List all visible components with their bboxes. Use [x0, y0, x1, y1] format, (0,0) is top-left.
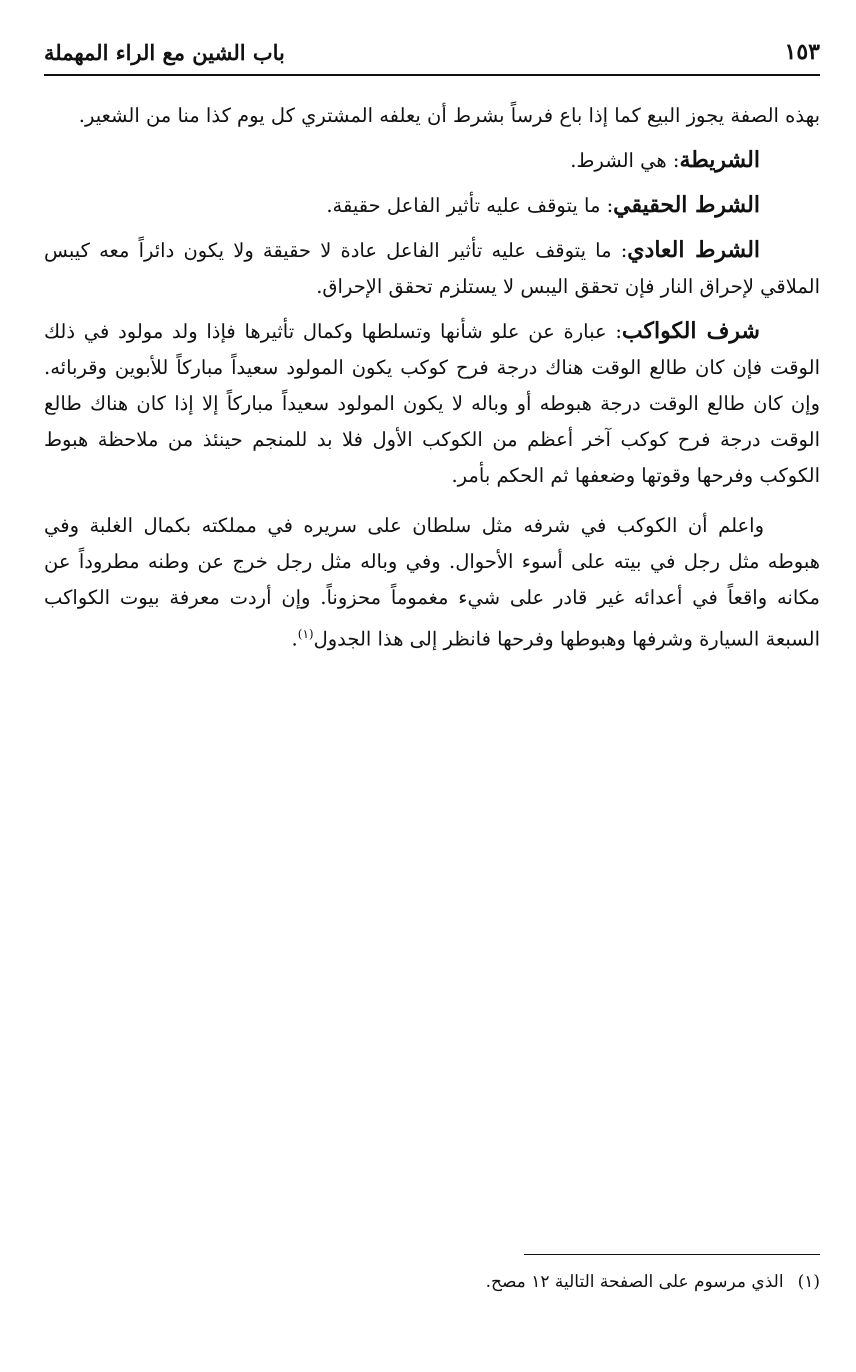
closing-text: واعلم أن الكوكب في شرفه مثل سلطان على سريره في مملكته بكمال الغلبة وفي هبوطه مثل رجل في بيته على أسوء الأحوال. وفي وباله مثل رجل خرج عن وطنه مطروداً عن مكانه واقعاً في أعدائه غير قادر على شيء مغموماً محزوناً. وإن أردت معرفة بيوت الكواكب السبعة السيارة وشرفها وهبوطها وفرحها فانظر إلى هذا الجدول: [44, 514, 820, 651]
footnote-divider: [524, 1254, 820, 1255]
footnote-text: الذي مرسوم على الصفحة التالية ١٢ مصح.: [485, 1272, 784, 1292]
page-number: ١٥٣: [784, 39, 820, 65]
entry-definition: : ما يتوقف عليه تأثير الفاعل حقيقة.: [326, 194, 614, 217]
entry-term: شرف الكواكب: [621, 318, 760, 344]
entry-term: الشريطة: [679, 147, 760, 173]
running-title: باب الشين مع الراء المهملة: [44, 39, 285, 65]
footnote: [486, 1268, 820, 1296]
entry-term: الشرط العادي: [627, 237, 761, 263]
entry-definition: : عبارة عن علو شأنها وتسلطها وكمال تأثيرها فإذا ولد مولود في ذلك الوقت فإن كان طالع الوقت هناك درجة فرح كوكب يكون المولود سعيداً مباركاً للأبوين وقربائه. وإن كان طالع الوقت درجة هبوطه أو وباله لا يكون المولود سعيداً مباركاً إلا إذا كان هناك طالع الوقت درجة فرح كوكب آخر أعظم من الكوكب الأول فلا بد للمنجم حينئذ من ملاحظة هبوط الكوكب وفرحها وقوتها وضعفها ثم الحكم بأمر.: [44, 320, 820, 487]
entry-real-condition: [44, 187, 820, 224]
entry-usual-condition: [44, 232, 820, 305]
closing-paragraph: [44, 508, 820, 658]
footnote-number: (١): [797, 1272, 820, 1292]
closing-end: .: [291, 627, 298, 651]
entry-shariita: [44, 142, 820, 179]
body-text: [44, 98, 820, 666]
page-header: [44, 30, 820, 76]
intro-paragraph: بهذه الصفة يجوز البيع كما إذا باع فرساً بشرط أن يعلفه المشتري كل يوم كذا منا من الشعير.: [78, 104, 820, 127]
entry-definition: : ما يتوقف عليه تأثير الفاعل عادة لا حقيقة ولا يكون دائراً معه كيبس الملاقي لإحراق النار فإن تحقق اليبس لا يستلزم تحقق الإحراق.: [44, 239, 820, 298]
entry-term: الشرط الحقيقي: [613, 192, 760, 218]
footnote-reference[interactable]: (١): [297, 627, 314, 641]
entry-planet-exaltation: [44, 313, 820, 494]
entry-definition: : هي الشرط.: [570, 149, 680, 172]
